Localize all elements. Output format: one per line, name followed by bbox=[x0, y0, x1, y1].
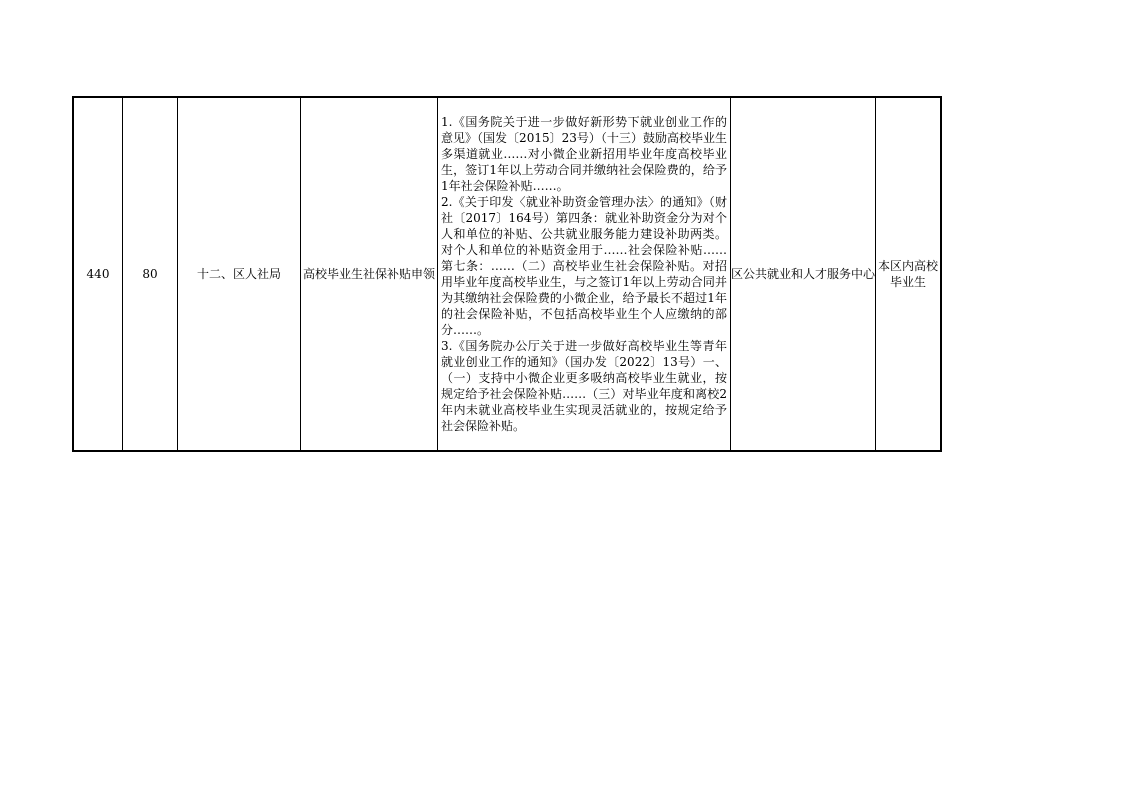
row-seq-cell: 80 bbox=[123, 97, 178, 451]
row-index-cell: 440 bbox=[73, 97, 123, 451]
policy-table bbox=[72, 96, 942, 452]
department-cell: 十二、区人社局 bbox=[178, 97, 301, 451]
policy-basis-cell bbox=[438, 97, 731, 451]
policy-basis-paragraph-2: 2.《关于印发〈就业补助资金管理办法〉的通知》（财社〔2017〕164号）第四条：就业补助资金分为对个人和单位的补贴、公共就业服务能力建设补助两类。对个人和单位的补贴资金用于……社会保险补贴……第七条：……（二）高校毕业生社会保险补贴。对招用毕业年度高校毕业生，与之签订1年以上劳动合同并为其缴纳社会保险费的小微企业，给予最长不超过1年的社会保险补贴，不包括高校毕业生个人应缴纳的部分……。 bbox=[441, 195, 727, 337]
item-name-cell: 高校毕业生社保补贴申领 bbox=[301, 97, 438, 451]
policy-basis-paragraph-1: 1.《国务院关于进一步做好新形势下就业创业工作的意见》（国发〔2015〕23号）（十三）鼓励高校毕业生多渠道就业……对小微企业新招用毕业年度高校毕业生，签订1年以上劳动合同并缴纳社会保险费的，给予1年社会保险补贴……。 bbox=[441, 115, 727, 193]
organization-cell: 区公共就业和人才服务中心 bbox=[731, 97, 876, 451]
table-row bbox=[73, 97, 941, 451]
policy-basis-paragraph-3: 3.《国务院办公厅关于进一步做好高校毕业生等青年就业创业工作的通知》（国办发〔2022〕13号）一、（一）支持中小微企业更多吸纳高校毕业生就业，按规定给予社会保险补贴……（三）对毕业年度和离校2年内未就业高校毕业生实现灵活就业的，按规定给予社会保险补贴。 bbox=[441, 339, 727, 433]
target-cell: 本区内高校毕业生 bbox=[876, 97, 942, 451]
